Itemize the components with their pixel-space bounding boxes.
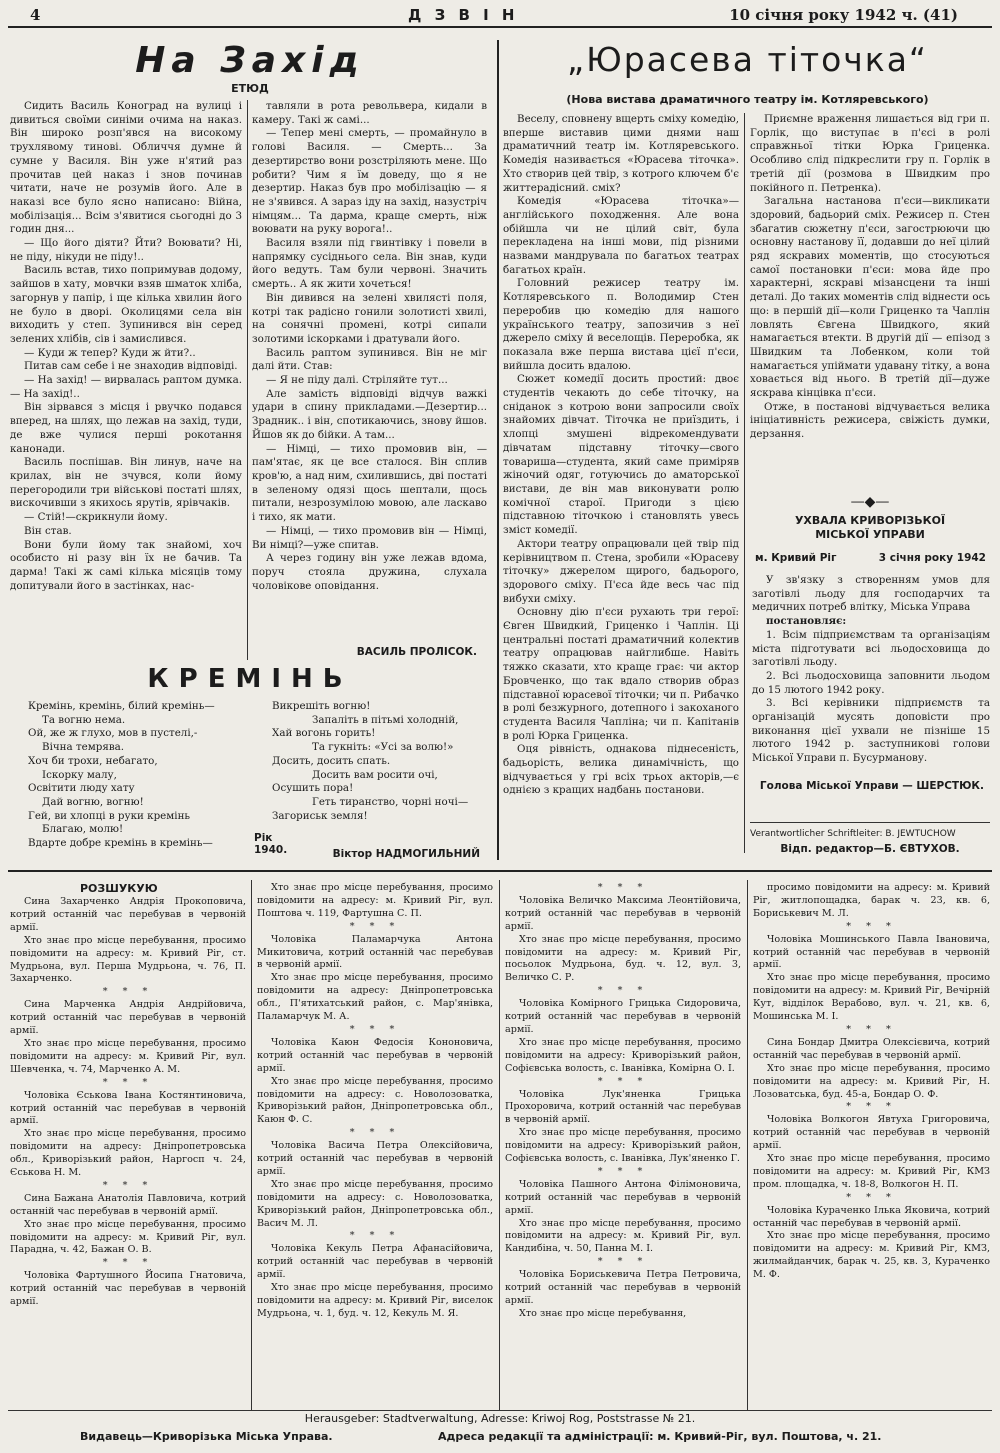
story-column-2 xyxy=(252,100,487,593)
search-notice: Чоловіка Васича Петра Олексійовича, котрий останній час перебував в червоній армії. xyxy=(257,1140,493,1177)
search-column-4 xyxy=(753,882,990,1282)
paragraph: Головний режисер театру ім. Котляревського п. Володимир Стен переробив цю комедію для нашого українського театру, запозичив з неї джерело сміху й веселощів. Переробка, як показала вже перша вистава цієї п'єси, вийшла досить вдалою. xyxy=(503,277,739,372)
paragraph: Він дивився на зелені хвилясті поля, котрі так радісно гонили золотисті хвилі, на сонячні промені, котрі сипали золотими іскорками і дратували його. xyxy=(252,291,487,345)
search-notice: Хто знає про місце перебування, xyxy=(519,1307,687,1319)
paragraph: Сидить Василь Коноград на вулиці і дивиться своїми синіми очима на наказ. Він широко розп'явся на високому трухлявому тиновi. Обличчя думне й сумне у Василя. Він уже н'ятий раз прочитав цей наказ і знов починав читати, наче не розумів його. Але в наказі все було ясно написано: Війна, мобілізація... Всім з'явитися сьогодні до 3 годин дня... xyxy=(10,100,242,236)
search-notice: Хто знає про місце перебування, просимо повідомити на адресу: с. Новолозоватка, Криворізький район, Дніпропетровська обл., Васич М. Л. xyxy=(257,1178,493,1229)
poem-line: Дай вогню, вогню! xyxy=(42,795,144,808)
separator-stars: * * * xyxy=(846,920,897,932)
search-notice: Чоловіка Кураченко Ілька Яковича, котрий останній час перебував в червоній армії. xyxy=(753,1204,990,1229)
paragraph: Питав сам себе і не знаходив відповіді. xyxy=(24,360,238,373)
paragraph: А через годину він уже лежав вдома, поруч стояла дружина, слухала чоловікове оповідання. xyxy=(252,552,487,592)
search-notice: просимо повідомити на адресу: м. Кривий Ріг, житлопощадка, барак ч. 23, кв. 6, Бориськевич М. Л. xyxy=(753,882,990,919)
poem-year: Рік 1940. xyxy=(254,832,288,856)
search-notice: Хто знає про місце перебування, просимо повідомити на адресу: Дніпропетровська обл., Криворізький район, Наргосп ч. 24, Єськова Н. М. xyxy=(10,1128,246,1179)
poem-line: Вдарте добре кремінь в кремінь— xyxy=(28,837,213,850)
search-notice: Хто знає про місце перебування, просимо повідомити на адресу: Дніпропетровська обл., П'ятихатський район, с. Мар'янівка, Паламарчук М. А. xyxy=(257,972,493,1023)
search-notice: Хто знає про місце перебування, просимо повідомити на адресу: Криворізький район, Софієвська волость, с. Іванівка, Лук'яненко Г. xyxy=(505,1127,741,1165)
poem-line: Геть тиранство, чорні ночі— xyxy=(312,795,469,808)
search-title: РОЗШУКУЮ xyxy=(80,882,158,895)
search-notice: Хто знає про місце перебування, просимо повідомити на адресу: м. Кривий Ріг, виселок Мудрьона, ч. 1, буд. ч. 12, Кекуль М. Я. xyxy=(257,1282,493,1319)
review-title: „Юрасева тіточка“ xyxy=(566,40,929,79)
separator-stars: * * * xyxy=(597,1165,649,1177)
search-notice: Чоловіка Мошинського Павла Івановича, котрий останній час перебував в червоній армії. xyxy=(753,933,990,971)
column-divider xyxy=(251,880,252,1410)
footer-german: Herausgeber: Stadtverwaltung, Adresse: Kriwoj Rog, Poststrasse № 21. xyxy=(304,1412,696,1425)
issue-date: 10 січня року 1942 ч. (41) xyxy=(729,6,958,24)
search-notice: Чоловіка Єськова Івана Костянтиновича, котрий останній час перебував в червоній армії. xyxy=(10,1089,246,1127)
poem-line: Освітити люду хату xyxy=(28,782,135,795)
search-notice: Хто знає про місце перебування, просимо повідомити на адресу: Криворізький район, Софієвська волость, с. Іванівка, Комірна О. І. xyxy=(505,1036,741,1074)
section-rule xyxy=(8,870,992,872)
paragraph: — На захід! — вирвалась раптом думка.— На захід!.. xyxy=(10,374,242,400)
poem-line: Хоч би трохи, небагато, xyxy=(28,754,158,767)
decree-title-2: МІСЬКОЇ УПРАВИ xyxy=(815,528,925,541)
search-notice: Сина Бажана Анатолія Павловича, котрий останній час перебував в червоній армії. xyxy=(10,1192,246,1217)
search-notice: Хто знає про місце перебування, просимо повідомити на адресу: с. Новолозоватка, Криворізький район, Дніпропетровська обл., Каюн Ф. С. xyxy=(257,1075,493,1126)
story-subtitle: ЕТЮД xyxy=(231,82,269,95)
page-number: 4 xyxy=(30,6,41,24)
search-notice: Чоловіка Паламарчука Антона Микитовича, котрий останній час перебував в червоній армії. xyxy=(257,933,493,971)
search-notice: Чоловіка Каюн Федосія Кононовича, котрий останній час перебував в червоній армії. xyxy=(257,1036,493,1074)
paragraph: — Німці, — тихо промовив він — Німці, Ви німці?—уже спитав. xyxy=(252,524,487,551)
column-divider xyxy=(247,100,248,660)
search-notice: Хто знає про місце перебування, просимо повідомити на адресу: м. Кривий Ріг, вул. Поштова ч. 119, Фартушна С. П. xyxy=(257,882,493,919)
review-column-2 xyxy=(750,113,990,442)
separator-stars: * * * xyxy=(349,1127,401,1139)
poem-title: КРЕМІНЬ xyxy=(147,664,353,694)
separator-stars: * * * xyxy=(846,1023,897,1035)
decree-title-1: УХВАЛА КРИВОРІЗЬКОЇ xyxy=(794,514,946,527)
paragraph: Загальна настанова п'єси—викликати здоровий, бадьорий сміх. Режисер п. Стен збагатив сюжетну п'єси, загострюючи цю основну настанову її, додавши до неї цілий ряд яскравих моментів, що стосуються самої постановки п'єси: мова йде про характерні, яскраві мізансцени та інші деталі. До таких моментів слід віднести ось що: в першій дії—коли Гриценко та Чаплін ловлять Євгена Швидкого, який намагається втекти. В другій дії — епізод з Швидким та Лобенком, коли той намагається упіймати удавану тітку, а вона ховається від нього. В третій дії—дуже яскрава кінцівка п'єси. xyxy=(750,195,990,400)
separator-stars: * * * xyxy=(846,1101,897,1113)
paragraph: Приємне враження лишається від гри п. Горлік, що виступає в п'єсі в ролі справжньої тітки Юрка Гриценка. Особливо слід підкреслити гру п. Горлік в третій дії (розмова в Швидким про покійного п. Петренка). xyxy=(750,113,990,194)
paragraph: Але замість відповіді відчув важкі удари в спину прикладами.—Дезертир... Зрадник.. і він, спотикаючись, знову йшов. Йшов як до бійки. А там... xyxy=(252,387,487,441)
poem-line: Та гукніть: «Усі за волю!» xyxy=(312,741,454,754)
story-author: ВАСИЛЬ ПРОЛІСОК. xyxy=(356,646,477,658)
separator-stars: * * * xyxy=(102,1076,154,1088)
decree-place: м. Кривий Ріг xyxy=(755,552,837,564)
poem-line: Благаю, молю! xyxy=(42,823,124,836)
search-column-3 xyxy=(505,882,741,1321)
paragraph: Василь поспішав. Він линув, наче на крилах, він не зчувся, коли йому перегородили три військові постаті шлях, вискочивши з якихось ярутів, ярівчаків. xyxy=(10,456,242,510)
paragraph: — Тепер мені смерть, — промайнуло в голові Василя. — Смерть... За дезертирство вони розстріляють мене. Що робити? Чим я їм доведу, що я не дезертир. Наказ був про мобілізацію — я не з'явився. А зараз іду на захід, назустріч німцям... Та дарма, краще смерть, ніж воювати на руку ворога!.. xyxy=(252,127,487,236)
footer-rule xyxy=(8,1410,992,1411)
decree-date: 3 січня року 1942 xyxy=(878,552,986,564)
search-notice: Чоловіка Фартушного Йосипа Гнатовича, котрий останній час перебував в червоній армії. xyxy=(10,1270,246,1308)
separator-stars: * * * xyxy=(102,986,154,998)
search-notice: Чоловіка Комірного Грицька Сидоровича, котрий останній час перебував в червоній армії. xyxy=(505,998,741,1035)
paragraph: Сюжет комедії досить простий: двоє студентів чекають до себе тіточку, на сніданок з котрою вони запросили своїх знайомих дівчат. Тіточка не приїздить, і хлопці змушені відрекомендувати дівчатам підставну тіточку—свого товариша—студента, який саме приміряв жіночий одяг, готуючись до аматорської вистави, де він мав виконувати ролю комічної старої. Пригоди з цією підставною тіточкою і становлять увесь зміст комедії. xyxy=(503,373,739,537)
paragraph: Комедія «Юрасева тіточка»—англійського походження. Але вона обійшла чи не цілий світ, була перекладена на інші мови, під різними назвами мандрувала по багатьох театрах багатьох країн. xyxy=(503,195,739,276)
search-notice: Сина Захарченко Андрія Прокоповича, котрий останній час перебував в червоній армії. xyxy=(10,896,246,933)
paragraph: Василь встав, тихо попримував додому, зайшов в хату, мовчки взяв шматок хліба, загорнув у папір, і ще кілька хвилин його не було в дворі. Околицями села він виходить у степ. Зупинився він серед зелених хлібів, сів і замислився. xyxy=(10,264,242,345)
search-notice: Сина Бондар Дмитра Олексієвича, котрий останній час перебував в червоній армії. xyxy=(753,1036,990,1061)
poem-line: Досить, досить спать. xyxy=(272,754,391,767)
paragraph: тавляли в рота револьвера, кидали в камеру. Такі ж самі... xyxy=(252,100,487,126)
search-notice: Хто знає про місце перебування, просимо повідомити на адресу: м. Кривий Ріг, Н. Лозоватська, буд. 45-а, Бондар О. Ф. xyxy=(753,1062,990,1100)
paragraph: — Стій!—скрикнули йому. xyxy=(24,511,168,524)
search-notice: Чоловіка Пашного Антона Філімоновича, котрий останній час перебував в червоній армії. xyxy=(505,1178,741,1216)
separator-stars: * * * xyxy=(597,1256,649,1268)
separator-stars: * * * xyxy=(102,1257,154,1269)
poem-line: Іскорку малу, xyxy=(42,768,117,781)
separator-stars: * * * xyxy=(349,1023,401,1035)
masthead xyxy=(8,4,992,28)
decree-item: 1. Всім підприємствам та організаціям міста підготувати всі льодосховища до заготівлі льоду. xyxy=(752,628,990,669)
paragraph: Оця рівність, однакова піднесеність, бадьорість, велика динамічність, що відчувається у грі всіх трьох акторів,—є однією з кращих надбань постанови. xyxy=(503,743,739,797)
decree-signature: Голова Міської Управи — ШЕРСТЮК. xyxy=(759,780,984,792)
search-column-1 xyxy=(10,896,246,1309)
poem-line: Гей, ви хлопці в руки кремінь xyxy=(28,809,191,822)
separator-stars: * * * xyxy=(102,1179,154,1191)
decree-item: 3. Всі керівники підприємств та організацій мусять доповісти про виконання цієї ухвали не пізніше 15 лютого 1942 р. заступникові голови Міської Управи п. Бусурманову. xyxy=(752,697,990,765)
poem-line: Хай вогонь горить! xyxy=(272,727,376,740)
paragraph: — Що його діяти? Йти? Воювати? Ні, не піду, нікуди не піду!.. xyxy=(10,237,242,263)
ornament-icon: —◆— xyxy=(850,494,890,510)
paragraph: Він став. xyxy=(24,524,72,537)
decree-intro: У зв'язку з створенням умов для заготівлі льоду для господарчих та медичних потреб влітку, Міська Управа xyxy=(752,574,990,614)
paragraph: — Куди ж тепер? Куди ж йти?.. xyxy=(24,346,196,359)
paragraph: Основну дію п'єси рухають три герої: Євген Швидкий, Гриценко і Чаплін. Ці центральні постаті драматичний колектив театру опрацював найглибше. Навіть тяжко сказати, хто краще грає: чи актор Бровченко, що так вдало створив образ підставної юрасевої тіточки; чи п. Рибачко в ролі безжурного, дотепного і закоханого студента Василя Чапліна; чи п. Капітанів в ролі Юрка Гриценка. xyxy=(503,606,739,742)
search-notice: Сина Марченка Андрія Андрійовича, котрий останній час перебував в червоній армії. xyxy=(10,999,246,1037)
search-notice: Хто знає про місце перебування, просимо повідомити на адресу: м. Кривий Ріг, посьолок Мудрьона, буд. ч. 12, вул. 3, Величко С. Р. xyxy=(505,933,741,984)
separator-stars: * * * xyxy=(349,1230,401,1242)
divider xyxy=(750,822,990,823)
separator-stars: * * * xyxy=(597,1075,649,1087)
search-notice: Чоловіка Лук'яненка Грицька Прохоровича, котрий останній час перебував в червоній армії. xyxy=(505,1088,741,1126)
section-divider xyxy=(497,40,499,860)
search-notice: Чоловіка Кекуль Петра Афанасійовича, котрий останній час перебував в червоній армії. xyxy=(257,1243,493,1281)
decree-body xyxy=(752,574,990,766)
responsible-editor: Відп. редактор—Б. ЄВТУХОВ. xyxy=(780,843,960,855)
paragraph: Отже, в постанові відчувається велика ініціативність режисера, свіжість думки, дерзання. xyxy=(750,400,990,441)
search-notice: Хто знає про місце перебування, просимо повідомити на адресу: м. Кривий Ріг, вул. Парадна, ч. 42, Бажан О. В. xyxy=(10,1218,246,1256)
story-column-1 xyxy=(10,100,242,593)
poem-line: Ой, же ж глухо, мов в пустелі,- xyxy=(28,727,198,740)
column-divider xyxy=(499,880,500,1410)
column-divider xyxy=(744,113,745,853)
poem-line: Осушить пора! xyxy=(272,782,354,795)
poem-right-column xyxy=(258,700,490,823)
story-title: На Захід xyxy=(135,40,365,81)
responsible-editor-de: Verantwortlicher Schriftleiter: B. JEWTUCHOW xyxy=(750,829,956,839)
search-notice: Чоловіка Волкогон Явтуха Григоровича, котрий останній час перебував в червоній армії. xyxy=(753,1114,990,1152)
poem-line: Викрешіть вогню! xyxy=(272,700,371,712)
poem-line: Кремінь, кремінь, білий кремінь— xyxy=(28,700,215,712)
paragraph: Він зірвався з місця і рвучко подався вперед, на шлях, що лежав на захід, туди, де вже чулися перші рокотання канонади. xyxy=(10,401,242,455)
paragraph: Василя взяли під гвинтівку і повели в напрямку сусіднього села. Він знав, куди його ведуть. Там були червоні. Значить смерть.. А як жити хочеться! xyxy=(252,237,487,291)
poem-line: Досить вам росити очі, xyxy=(312,768,438,781)
paragraph: Василь раптом зупинився. Він не міг далі йти. Став: xyxy=(252,346,487,373)
poem-author: Віктор НАДМОГИЛЬНИЙ xyxy=(332,848,480,860)
footer-address: Адреса редакції та адміністрації: м. Кривий-Ріг, вул. Поштова, ч. 21. xyxy=(438,1430,882,1443)
paragraph: Актори театру опрацювали цей твір під керівництвом п. Стена, зробили «Юрасеву тіточку» джерелом щирого, бадьорого, здорового сміху. П'єса йде весь час під вибухи сміху. xyxy=(503,537,739,605)
decree-item: 2. Всі льодосховища заповнити льодом до 15 лютого 1942 року. xyxy=(752,669,990,696)
poem-line: Загориськ земля! xyxy=(272,809,368,822)
search-notice: Хто знає про місце перебування, просимо повідомити на адресу: м. Кривий Ріг, ст. Мудрьона, вул. Перша Мудрьона, ч. 76, П. Захарченко. xyxy=(10,934,246,985)
paragraph: — Я не піду далі. Стріляйте тут... xyxy=(266,374,448,387)
search-column-2 xyxy=(257,882,493,1321)
search-notice: Хто знає про місце перебування, просимо повідомити на адресу: м. Кривий Ріг, вул. Шевченка, ч. 74, Марченко А. М. xyxy=(10,1037,246,1075)
decree-resolved: постановляє: xyxy=(766,615,847,628)
search-notice: Хто знає про місце перебування, просимо повідомити на адресу: м. Кривий Ріг, КМЗ, жилмайданчик, барак ч. 25, кв. 3, Кураченко М. Ф. xyxy=(753,1230,990,1281)
poem-left-column xyxy=(14,700,252,851)
column-divider xyxy=(747,880,748,1410)
review-subtitle: (Нова вистава драматичного театру ім. Котляревського) xyxy=(566,93,929,106)
paper-name: Д З В І Н xyxy=(408,6,519,24)
poem-line: Вічна темрява. xyxy=(42,741,125,754)
search-notice: Хто знає про місце перебування, просимо повідомити на адресу: м. Кривий Ріг, КМЗ пром. площадка, ч. 18-8, Волкогон Н. П. xyxy=(753,1153,990,1190)
review-column-1 xyxy=(503,113,739,798)
poem-line: Запаліть в пітьмі холодній, xyxy=(312,713,459,726)
separator-stars: * * * xyxy=(349,920,401,932)
poem-line: Та вогню нема. xyxy=(42,713,126,726)
paragraph: Веселу, сповнену вщерть сміху комедію, вперше виставив цими днями наш драматичний театр ім. Котляревського. Комедія називається «Юрасева тіточка». Хто створив цей твір, з котрого ключем б'є життерадісний. сміх? xyxy=(503,113,739,194)
footer-publisher: Видавець—Криворізька Міська Управа. xyxy=(80,1430,333,1443)
separator-stars: * * * xyxy=(597,882,649,893)
search-notice: Хто знає про місце перебування, просимо повідомити на адресу: м. Кривий Ріг, Вечірній Кут, відділок Верабово, вул. ч. 21, кв. 6, Мошинська М. І. xyxy=(753,972,990,1023)
search-notice: Чоловіка Величко Максима Леонтійовича, котрий останній час перебував в червоній армії. xyxy=(505,894,741,932)
search-notice: Чоловіка Бориськевича Петра Петровича, котрий останній час перебував в червоній армії. xyxy=(505,1269,741,1306)
separator-stars: * * * xyxy=(597,985,649,997)
separator-stars: * * * xyxy=(846,1191,897,1203)
paragraph: — Німці, — тихо промовив він, — пам'ятає, як це все сталося. Він сплив кров'ю, а над ним, схилившись, дві постаті в зеленому одязі щось шептали, щось питали, незрозумілою мовою, але ласкаво і тихо, як мати. xyxy=(252,442,487,524)
search-notice: Хто знає про місце перебування, просимо повідомити на адресу: м. Кривий Ріг, вул. Кандибіна, ч. 50, Панна М. І. xyxy=(505,1217,741,1255)
paragraph: Вони були йому так знайомі, хоч особисто ні разу він їх не бачив. Та дарма! Такі ж самі кілька місяців тому допитували його в застінках, нас- xyxy=(10,538,242,592)
